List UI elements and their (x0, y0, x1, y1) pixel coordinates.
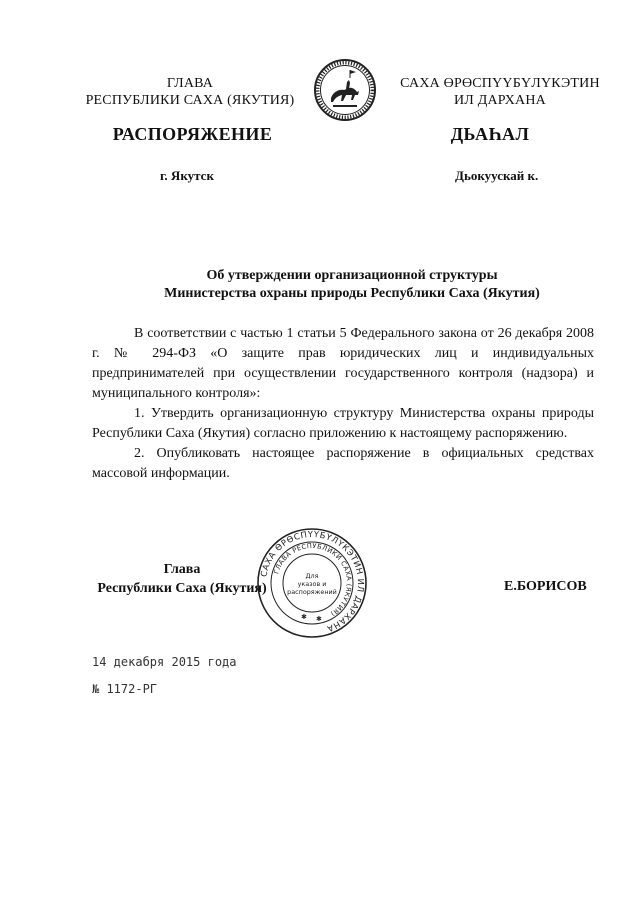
stamp-ring-text: ГЛАВА РЕСПУБЛИКИ САХА (ЯКУТИЯ) (272, 541, 354, 618)
stamp-center-line3: распоряжений (287, 588, 337, 596)
header-left (60, 75, 320, 109)
signatory-title-line2: Республики Саха (Якутия) (97, 581, 267, 596)
document-subject (92, 267, 612, 303)
subject-line1: Об утверждении организационной структуры (206, 268, 498, 283)
stamp-star-icon: ✱ (316, 615, 322, 623)
stamp-star-icon: ✱ (301, 613, 307, 621)
place-yakut: Дьокуускай к. (455, 168, 539, 183)
subject-line2: Министерства охраны природы Республики Саха (Якутия) (164, 286, 540, 301)
coat-of-arms-emblem (313, 58, 377, 122)
signatory-title-line1: Глава (163, 562, 201, 577)
document-date: 14 декабря 2015 года (92, 655, 237, 669)
document-body (92, 324, 594, 484)
stamp-center-line1: Для (305, 572, 319, 580)
stamp-center-line2: указов и (297, 580, 327, 588)
signatory-name: Е.БОРИСОВ (504, 579, 587, 594)
body-paragraph-item-2: 2. Опубликовать настоящее распоряжение в официальных средствах массовой информации. (92, 446, 594, 481)
header-left-line2: РЕСПУБЛИКИ САХА (ЯКУТИЯ) (85, 93, 295, 108)
document-number: № 1172-РГ (92, 682, 158, 696)
signatory-title (92, 560, 272, 598)
header-left-line1: ГЛАВА (166, 76, 214, 91)
header-right (385, 75, 615, 109)
stamp-outer-text: САХА ӨРӨСПҮҮБҮЛҮКЭТИН ИЛ ДАРХАНА (258, 528, 367, 635)
header-right-line2: ИЛ ДАРХАНА (453, 93, 546, 108)
place-russian: г. Якутск (160, 168, 214, 183)
header-right-line1: САХА ӨРӨСПҮҮБҮЛҮКЭТИН (400, 76, 600, 91)
body-paragraph-preamble: В соответствии с частью 1 статьи 5 Федерального закона от 26 декабря 2008 г. № 294-ФЗ «О защите прав юридических лиц и индивидуальных предпринимателей при осуществлении государственного контроля (надзора) и муниципального контроля»: (92, 326, 594, 401)
body-paragraph-item-1: 1. Утвердить организационную структуру Министерства охраны природы Республики Саха (Якутия) согласно приложению к настоящему распоряжению. (92, 406, 594, 441)
official-seal-stamp (256, 527, 368, 639)
doc-type-yakut: ДЬАҺАЛ (450, 124, 530, 144)
doc-type-russian: РАСПОРЯЖЕНИЕ (112, 124, 273, 144)
